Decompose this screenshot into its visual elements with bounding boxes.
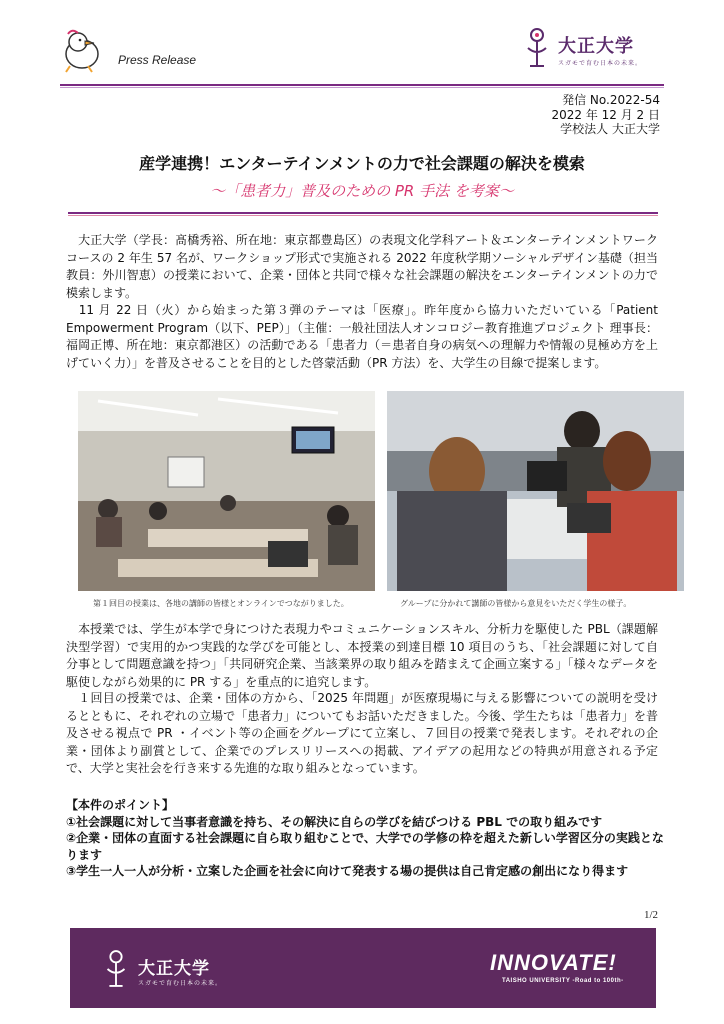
body-paragraph-3: 本授業では、学生が本学で身につけた表現力やコミュニケーションスキル、分析力を駆使した PBL（課題解決型学習）で実用的かつ実践的な学びを可能とし、本授業の到達目標 10 項目のうち、「社会課題に対して自分事として問題意識を持つ」「共同研究企業、当該業界の取り組みを踏まえて企画立案する」「様々なデータを駆使しながら効果的に PR する」を重点的に追究します。 bbox=[66, 622, 658, 689]
title-divider-sub bbox=[68, 215, 658, 216]
page-title: 産学連携！エンターテインメントの力で社会課題の解決を模索 bbox=[139, 154, 585, 173]
students-photo bbox=[387, 391, 684, 591]
page-number: 1/2 bbox=[643, 909, 658, 921]
logo-tagline: スガモで育む日本の未来。 bbox=[558, 60, 643, 67]
release-org: 学校法人 大正大学 bbox=[560, 122, 660, 136]
key-points bbox=[66, 797, 666, 880]
body-paragraph-4: １回目の授業では、企業・団体の方から、「2025 年問題」が医療現場に与える影響についての説明を受けるとともに、それぞれの立場で「患者力」についてもお話いただきました。今後、学生たちは「患者力」を普及させる視点で PR ・イベント等の企画をグループにて立案し、７回目の授業で発表します。それぞれの企業・団体より副賞として、企業でのプレスリリースへの掲載、アイデアの起用などの特典が用意される予定で、大学と実社会を行き来する先進的な取り組みとなっています。 bbox=[66, 691, 658, 775]
key-point-item: ③学生一人一人が分析・立案した企画を社会に向けて発表する場の提供は自己肯定感の創出になり得ます bbox=[66, 864, 629, 878]
release-date: 2022 年 12 月 2 日 bbox=[551, 107, 660, 122]
footer-logo-emblem-icon bbox=[100, 948, 132, 990]
press-release-label: Press Release bbox=[118, 53, 197, 67]
footer-slogan: INNOVATE! bbox=[490, 950, 617, 975]
body-paragraph-1: 大正大学（学長：髙橋秀裕、所在地：東京都豊島区）の表現文化学科アート＆エンターテインメントワークコースの 2 年生 57 名が、ワークショップ形式で実施される 2022 年度秋学期ソーシャルデザイン基礎（担当教員：外川智恵）の授業において、企業・団体と共同で様々な社会課題の解決をエンターテインメントの力で模索します。 bbox=[66, 233, 658, 300]
release-number: 発信 No.2022-54 bbox=[562, 93, 660, 107]
photo-caption-2: グループに分かれて講師の皆様から意見をいただく学生の様子。 bbox=[400, 599, 632, 608]
footer-banner bbox=[70, 928, 656, 1008]
header-divider bbox=[60, 84, 664, 86]
header-divider-sub bbox=[60, 87, 664, 88]
logo-emblem-icon bbox=[520, 26, 554, 70]
photo-caption-1: 第１回目の授業は、各地の講師の皆様とオンラインでつながりました。 bbox=[93, 599, 349, 608]
classroom-photo bbox=[78, 391, 375, 591]
university-logo bbox=[520, 26, 670, 72]
logo-name: 大正大学 bbox=[558, 36, 634, 57]
page-subtitle: ～「患者力」普及のための PR 手法 を考案～ bbox=[210, 182, 514, 200]
title-divider bbox=[68, 212, 658, 214]
body-paragraph-2: 11 月 22 日（火）から始まった第３弾のテーマは「医療」。昨年度から協力いただいている「Patient Empowerment Program（以下、PEP）」（主催：一般社団法人オンコロジー教育推進プロジェクト 理事長：福岡正博、所在地：東京都港区）の活動である「患者力（＝患者自身の病気への理解力や情報の見極め方を上げていく力）」を普及させることを目的とした啓蒙活動（PR 方法）を、大学生の目線で提案します。 bbox=[66, 303, 658, 370]
release-meta bbox=[551, 93, 660, 137]
key-point-item: ①社会課題に対して当事者意識を持ち、その解決に自らの学びを結びつける PBL での取り組みです bbox=[66, 814, 603, 829]
key-point-item: ②企業・団体の直面する社会課題に自ら取り組むことで、大学での学修の枠を超えた新しい学習区分の実践となります bbox=[66, 831, 664, 862]
mascot-icon bbox=[58, 28, 110, 74]
footer-logo-name: 大正大学 bbox=[138, 959, 210, 979]
footer-slogan-sub: TAISHO UNIVERSITY -Road to 100th- bbox=[502, 978, 624, 984]
footer-logo-tagline: スガモで育む日本の未来。 bbox=[138, 980, 223, 987]
key-points-heading: 【本件のポイント】 bbox=[66, 798, 175, 812]
